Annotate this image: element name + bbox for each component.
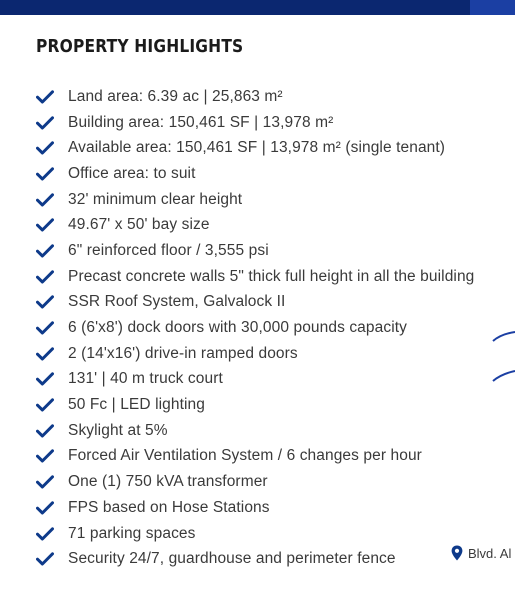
check-icon [36,193,54,207]
highlight-text: Available area: 150,461 SF | 13,978 m² (single tenant) [68,139,446,157]
check-icon [36,501,54,515]
check-icon [36,167,54,181]
check-icon [36,321,54,335]
highlight-text: Precast concrete walls 5" thick full height in all the building [68,267,475,285]
highlight-item [36,135,474,161]
highlight-text: Forced Air Ventilation System / 6 changes per hour [68,447,422,465]
highlight-item [36,238,474,264]
highlight-item [36,212,474,238]
highlight-text: 131' | 40 m truck court [68,370,223,388]
map-pin-icon [451,545,463,561]
highlight-text: Skylight at 5% [68,421,168,439]
check-icon [36,295,54,309]
check-icon [36,90,54,104]
highlight-item [36,392,474,418]
highlight-item [36,495,474,521]
highlight-text: Office area: to suit [68,164,196,182]
check-icon [36,398,54,412]
check-icon [36,270,54,284]
check-icon [36,116,54,130]
top-header-accent [470,0,515,15]
highlight-item [36,469,474,495]
highlight-item [36,521,474,547]
highlight-text: FPS based on Hose Stations [68,498,270,516]
highlight-text: 6 (6'x8') dock doors with 30,000 pounds capacity [68,319,407,337]
highlight-item [36,341,474,367]
highlight-text: 50 Fc | LED lighting [68,396,205,414]
highlight-text: 49.67' x 50' bay size [68,216,210,234]
highlight-item [36,84,474,110]
highlight-item [36,546,474,572]
check-icon [36,244,54,258]
check-icon [36,424,54,438]
highlight-item [36,161,474,187]
location-label [451,545,511,561]
highlights-list [36,84,474,572]
highlight-item [36,315,474,341]
check-icon [36,527,54,541]
highlight-text: 6" reinforced floor / 3,555 psi [68,241,269,259]
highlight-text: Security 24/7, guardhouse and perimeter fence [68,550,396,568]
highlight-text: One (1) 750 kVA transformer [68,473,268,491]
highlight-text: 2 (14'x16') drive-in ramped doors [68,344,298,362]
check-icon [36,552,54,566]
check-icon [36,449,54,463]
highlight-item [36,110,474,136]
check-icon [36,218,54,232]
map-route-line [491,330,515,344]
location-text: Blvd. Al [468,545,512,561]
highlight-item [36,290,474,316]
highlight-item [36,418,474,444]
highlight-item [36,187,474,213]
map-route-line [491,368,515,382]
highlight-item [36,264,474,290]
top-header-bar [0,0,515,15]
check-icon [36,347,54,361]
check-icon [36,475,54,489]
highlight-text: 32' minimum clear height [68,190,243,208]
check-icon [36,372,54,386]
highlight-item [36,367,474,393]
check-icon [36,141,54,155]
highlight-text: SSR Roof System, Galvalock II [68,293,286,311]
highlight-text: 71 parking spaces [68,524,196,542]
highlight-text: Building area: 150,461 SF | 13,978 m² [68,113,334,131]
section-title: PROPERTY HIGHLIGHTS [36,36,244,57]
highlight-text: Land area: 6.39 ac | 25,863 m² [68,87,283,105]
highlight-item [36,444,474,470]
